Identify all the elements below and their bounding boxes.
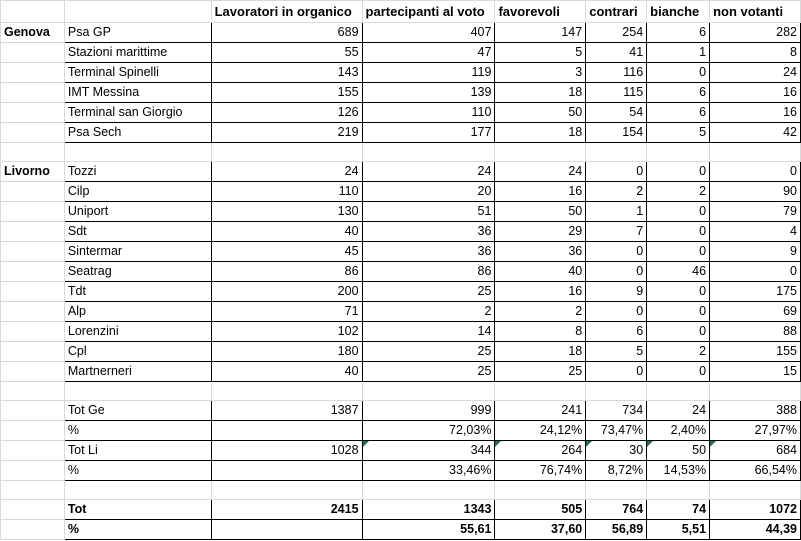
value-cell[interactable]: 41 xyxy=(586,43,647,63)
table-row xyxy=(1,202,801,222)
value-cell[interactable]: 40 xyxy=(495,262,586,282)
grand-total-value-cell[interactable]: 764 xyxy=(586,500,647,520)
empty-cell[interactable] xyxy=(1,481,65,500)
empty-cell[interactable] xyxy=(710,382,801,401)
group-label[interactable]: Livorno xyxy=(1,162,65,182)
value-cell[interactable]: 219 xyxy=(211,123,362,143)
column-header[interactable]: contrari xyxy=(586,1,647,23)
table-row xyxy=(1,242,801,262)
empty-cell[interactable] xyxy=(710,481,801,500)
value-cell[interactable]: 155 xyxy=(710,342,801,362)
empty-cell[interactable] xyxy=(1,362,65,382)
value-cell[interactable]: 24 xyxy=(211,162,362,182)
value-cell[interactable]: 254 xyxy=(586,23,647,43)
value-cell[interactable]: 5 xyxy=(495,43,586,63)
table-row xyxy=(1,123,801,143)
value-cell[interactable]: 175 xyxy=(710,282,801,302)
empty-cell[interactable] xyxy=(586,143,647,162)
empty-cell[interactable] xyxy=(1,103,65,123)
value-cell[interactable]: 0 xyxy=(710,262,801,282)
value-cell[interactable]: 16 xyxy=(710,83,801,103)
column-header[interactable]: favorevoli xyxy=(495,1,586,23)
value-cell[interactable]: 0 xyxy=(647,162,710,182)
value-cell[interactable]: 0 xyxy=(710,162,801,182)
row-label[interactable]: Alp xyxy=(64,302,211,322)
total-value-cell[interactable]: 30 xyxy=(586,441,647,461)
grand-total-value-cell[interactable]: 37,60 xyxy=(495,520,586,540)
row-label[interactable]: Cilp xyxy=(64,182,211,202)
empty-cell[interactable] xyxy=(1,342,65,362)
value-cell[interactable]: 20 xyxy=(362,182,495,202)
total-value-cell[interactable]: 73,47% xyxy=(586,421,647,441)
grand-total-label[interactable]: % xyxy=(64,520,211,540)
table-row xyxy=(1,222,801,242)
value-cell[interactable]: 7 xyxy=(586,222,647,242)
value-cell[interactable]: 154 xyxy=(586,123,647,143)
empty-cell[interactable] xyxy=(1,63,65,83)
value-cell[interactable]: 0 xyxy=(586,302,647,322)
table-row xyxy=(1,302,801,322)
value-cell[interactable]: 0 xyxy=(586,262,647,282)
value-cell[interactable]: 46 xyxy=(647,262,710,282)
value-cell[interactable]: 36 xyxy=(495,242,586,262)
grand-total-value-cell[interactable]: 2415 xyxy=(211,500,362,520)
value-cell[interactable]: 2 xyxy=(647,342,710,362)
value-cell[interactable]: 0 xyxy=(647,322,710,342)
total-value-cell[interactable]: 388 xyxy=(710,401,801,421)
row-label[interactable]: IMT Messina xyxy=(64,83,211,103)
empty-cell[interactable] xyxy=(1,242,65,262)
row-label[interactable]: Seatrag xyxy=(64,262,211,282)
total-label[interactable]: % xyxy=(64,421,211,441)
value-cell[interactable]: 25 xyxy=(362,282,495,302)
empty-cell[interactable] xyxy=(362,481,495,500)
value-cell[interactable]: 119 xyxy=(362,63,495,83)
grand-total-value-cell[interactable]: 1343 xyxy=(362,500,495,520)
empty-cell[interactable] xyxy=(647,382,710,401)
empty-cell[interactable] xyxy=(362,143,495,162)
value-cell[interactable]: 282 xyxy=(710,23,801,43)
value-cell[interactable]: 9 xyxy=(586,282,647,302)
value-cell[interactable]: 25 xyxy=(495,362,586,382)
table-row xyxy=(1,382,801,401)
value-cell[interactable]: 18 xyxy=(495,342,586,362)
total-value-cell[interactable]: 684 xyxy=(710,441,801,461)
total-label[interactable]: Tot Li xyxy=(64,441,211,461)
value-cell[interactable]: 2 xyxy=(362,302,495,322)
grand-total-value-cell[interactable]: 55,61 xyxy=(362,520,495,540)
table-row xyxy=(1,421,801,441)
grand-total-value-cell[interactable]: 505 xyxy=(495,500,586,520)
row-label[interactable]: Stazioni marittime xyxy=(64,43,211,63)
empty-cell[interactable] xyxy=(1,441,65,461)
grand-total-value-cell[interactable]: 56,89 xyxy=(586,520,647,540)
value-cell[interactable]: 36 xyxy=(362,222,495,242)
empty-cell[interactable] xyxy=(211,481,362,500)
value-cell[interactable]: 5 xyxy=(647,123,710,143)
table-row xyxy=(1,401,801,421)
row-label[interactable]: Lorenzini xyxy=(64,322,211,342)
value-cell[interactable]: 79 xyxy=(710,202,801,222)
total-value-cell[interactable]: 76,74% xyxy=(495,461,586,481)
value-cell[interactable]: 16 xyxy=(495,282,586,302)
table-row xyxy=(1,322,801,342)
value-cell[interactable]: 0 xyxy=(647,222,710,242)
value-cell[interactable]: 126 xyxy=(211,103,362,123)
value-cell[interactable]: 40 xyxy=(211,222,362,242)
value-cell[interactable]: 18 xyxy=(495,83,586,103)
grand-total-label[interactable]: Tot xyxy=(64,500,211,520)
value-cell[interactable]: 14 xyxy=(362,322,495,342)
value-cell[interactable]: 0 xyxy=(647,362,710,382)
column-header[interactable]: Lavoratori in organico xyxy=(211,1,362,23)
empty-cell[interactable] xyxy=(586,481,647,500)
value-cell[interactable]: 0 xyxy=(647,202,710,222)
value-cell[interactable]: 2 xyxy=(586,182,647,202)
total-value-cell[interactable]: 50 xyxy=(647,441,710,461)
value-cell[interactable]: 102 xyxy=(211,322,362,342)
value-cell[interactable]: 110 xyxy=(362,103,495,123)
empty-cell[interactable] xyxy=(1,222,65,242)
table-row xyxy=(1,103,801,123)
value-cell[interactable]: 54 xyxy=(586,103,647,123)
table-row xyxy=(1,262,801,282)
value-cell[interactable]: 8 xyxy=(710,43,801,63)
empty-cell[interactable] xyxy=(647,143,710,162)
value-cell[interactable]: 69 xyxy=(710,302,801,322)
value-cell[interactable]: 47 xyxy=(362,43,495,63)
total-label[interactable]: Tot Ge xyxy=(64,401,211,421)
value-cell[interactable]: 4 xyxy=(710,222,801,242)
empty-cell[interactable] xyxy=(1,322,65,342)
total-label[interactable]: % xyxy=(64,461,211,481)
table-row xyxy=(1,83,801,103)
value-cell[interactable]: 0 xyxy=(586,242,647,262)
empty-cell[interactable] xyxy=(586,382,647,401)
table-row xyxy=(1,461,801,481)
total-value-cell[interactable]: 999 xyxy=(362,401,495,421)
value-cell[interactable]: 139 xyxy=(362,83,495,103)
value-cell[interactable]: 24 xyxy=(362,162,495,182)
value-cell[interactable]: 6 xyxy=(586,322,647,342)
value-cell[interactable]: 24 xyxy=(495,162,586,182)
row-label[interactable]: Uniport xyxy=(64,202,211,222)
value-cell[interactable]: 29 xyxy=(495,222,586,242)
row-label[interactable]: Martnerneri xyxy=(64,362,211,382)
row-label[interactable]: Cpl xyxy=(64,342,211,362)
column-header[interactable]: bianche xyxy=(647,1,710,23)
value-cell[interactable]: 25 xyxy=(362,362,495,382)
empty-cell[interactable] xyxy=(1,382,65,401)
empty-cell[interactable] xyxy=(1,83,65,103)
value-cell[interactable]: 25 xyxy=(362,342,495,362)
empty-cell[interactable] xyxy=(1,461,65,481)
empty-cell[interactable] xyxy=(495,481,586,500)
grand-total-value-cell[interactable]: 44,39 xyxy=(710,520,801,540)
empty-cell[interactable] xyxy=(1,520,65,540)
table-row xyxy=(1,23,801,43)
value-cell[interactable]: 6 xyxy=(647,83,710,103)
table-row xyxy=(1,162,801,182)
total-value-cell[interactable]: 14,53% xyxy=(647,461,710,481)
total-value-cell[interactable]: 1387 xyxy=(211,401,362,421)
value-cell[interactable]: 0 xyxy=(647,242,710,262)
value-cell[interactable]: 115 xyxy=(586,83,647,103)
empty-cell[interactable] xyxy=(1,282,65,302)
value-cell[interactable]: 130 xyxy=(211,202,362,222)
value-cell[interactable]: 5 xyxy=(586,342,647,362)
table-row xyxy=(1,143,801,162)
column-header[interactable]: non votanti xyxy=(710,1,801,23)
table-row xyxy=(1,1,801,23)
empty-cell[interactable] xyxy=(1,421,65,441)
value-cell[interactable]: 1 xyxy=(586,202,647,222)
total-value-cell[interactable]: 2,40% xyxy=(647,421,710,441)
table-row xyxy=(1,362,801,382)
grand-total-value-cell[interactable]: 1072 xyxy=(710,500,801,520)
row-label[interactable]: Terminal Spinelli xyxy=(64,63,211,83)
total-value-cell[interactable]: 24 xyxy=(647,401,710,421)
total-value-cell[interactable]: 24,12% xyxy=(495,421,586,441)
grand-total-value-cell[interactable]: 5,51 xyxy=(647,520,710,540)
table-row xyxy=(1,282,801,302)
value-cell[interactable]: 9 xyxy=(710,242,801,262)
value-cell[interactable]: 42 xyxy=(710,123,801,143)
empty-cell[interactable] xyxy=(1,143,65,162)
empty-cell[interactable] xyxy=(1,43,65,63)
corner-cell[interactable] xyxy=(1,1,65,23)
empty-cell[interactable] xyxy=(647,481,710,500)
value-cell[interactable]: 6 xyxy=(647,103,710,123)
row-label[interactable]: Psa Sech xyxy=(64,123,211,143)
grand-total-value-cell[interactable] xyxy=(211,520,362,540)
value-cell[interactable]: 24 xyxy=(710,63,801,83)
total-value-cell[interactable] xyxy=(211,461,362,481)
row-label[interactable]: Tdt xyxy=(64,282,211,302)
empty-cell[interactable] xyxy=(211,382,362,401)
value-cell[interactable]: 6 xyxy=(647,23,710,43)
value-cell[interactable]: 16 xyxy=(495,182,586,202)
empty-cell[interactable] xyxy=(64,382,211,401)
empty-cell[interactable] xyxy=(1,401,65,421)
value-cell[interactable]: 90 xyxy=(710,182,801,202)
table-row xyxy=(1,342,801,362)
total-value-cell[interactable]: 264 xyxy=(495,441,586,461)
empty-cell[interactable] xyxy=(211,143,362,162)
value-cell[interactable]: 36 xyxy=(362,242,495,262)
column-header[interactable]: partecipanti al voto xyxy=(362,1,495,23)
value-cell[interactable]: 407 xyxy=(362,23,495,43)
group-label[interactable]: Genova xyxy=(1,23,65,43)
empty-cell[interactable] xyxy=(495,143,586,162)
value-cell[interactable]: 116 xyxy=(586,63,647,83)
empty-cell[interactable] xyxy=(1,123,65,143)
value-cell[interactable]: 3 xyxy=(495,63,586,83)
value-cell[interactable]: 18 xyxy=(495,123,586,143)
total-value-cell[interactable]: 1028 xyxy=(211,441,362,461)
table-row xyxy=(1,182,801,202)
total-value-cell[interactable]: 66,54% xyxy=(710,461,801,481)
total-value-cell[interactable]: 241 xyxy=(495,401,586,421)
empty-cell[interactable] xyxy=(710,143,801,162)
value-cell[interactable]: 40 xyxy=(211,362,362,382)
value-cell[interactable]: 143 xyxy=(211,63,362,83)
table-row xyxy=(1,500,801,520)
table-row xyxy=(1,63,801,83)
value-cell[interactable]: 50 xyxy=(495,103,586,123)
value-cell[interactable]: 0 xyxy=(647,282,710,302)
total-value-cell[interactable] xyxy=(211,421,362,441)
total-value-cell[interactable]: 33,46% xyxy=(362,461,495,481)
empty-cell[interactable] xyxy=(1,302,65,322)
value-cell[interactable]: 0 xyxy=(647,63,710,83)
row-label[interactable]: Sintermar xyxy=(64,242,211,262)
total-value-cell[interactable]: 27,97% xyxy=(710,421,801,441)
total-value-cell[interactable]: 72,03% xyxy=(362,421,495,441)
empty-cell[interactable] xyxy=(1,182,65,202)
empty-cell[interactable] xyxy=(64,143,211,162)
total-value-cell[interactable]: 8,72% xyxy=(586,461,647,481)
value-cell[interactable]: 8 xyxy=(495,322,586,342)
value-cell[interactable]: 2 xyxy=(647,182,710,202)
value-cell[interactable]: 51 xyxy=(362,202,495,222)
value-cell[interactable]: 45 xyxy=(211,242,362,262)
value-cell[interactable]: 86 xyxy=(362,262,495,282)
value-cell[interactable]: 2 xyxy=(495,302,586,322)
value-cell[interactable]: 200 xyxy=(211,282,362,302)
value-cell[interactable]: 50 xyxy=(495,202,586,222)
row-label[interactable]: Terminal san Giorgio xyxy=(64,103,211,123)
value-cell[interactable]: 16 xyxy=(710,103,801,123)
value-cell[interactable]: 0 xyxy=(586,162,647,182)
table-row xyxy=(1,520,801,540)
empty-cell[interactable] xyxy=(1,202,65,222)
value-cell[interactable]: 15 xyxy=(710,362,801,382)
value-cell[interactable]: 88 xyxy=(710,322,801,342)
empty-cell[interactable] xyxy=(1,262,65,282)
value-cell[interactable]: 177 xyxy=(362,123,495,143)
value-cell[interactable]: 180 xyxy=(211,342,362,362)
empty-cell[interactable] xyxy=(64,481,211,500)
value-cell[interactable]: 155 xyxy=(211,83,362,103)
empty-cell[interactable] xyxy=(1,500,65,520)
row-label[interactable]: Sdt xyxy=(64,222,211,242)
table-row xyxy=(1,481,801,500)
empty-cell[interactable] xyxy=(362,382,495,401)
row-label[interactable]: Tozzi xyxy=(64,162,211,182)
grand-total-value-cell[interactable]: 74 xyxy=(647,500,710,520)
value-cell[interactable]: 55 xyxy=(211,43,362,63)
table-row xyxy=(1,43,801,63)
value-cell[interactable]: 1 xyxy=(647,43,710,63)
table-row xyxy=(1,441,801,461)
header-cell-blank[interactable] xyxy=(64,1,211,23)
empty-cell[interactable] xyxy=(495,382,586,401)
value-cell[interactable]: 147 xyxy=(495,23,586,43)
value-cell[interactable]: 689 xyxy=(211,23,362,43)
value-cell[interactable]: 110 xyxy=(211,182,362,202)
value-cell[interactable]: 0 xyxy=(586,362,647,382)
row-label[interactable]: Psa GP xyxy=(64,23,211,43)
value-cell[interactable]: 86 xyxy=(211,262,362,282)
value-cell[interactable]: 71 xyxy=(211,302,362,322)
total-value-cell[interactable]: 734 xyxy=(586,401,647,421)
value-cell[interactable]: 0 xyxy=(647,302,710,322)
total-value-cell[interactable]: 344 xyxy=(362,441,495,461)
